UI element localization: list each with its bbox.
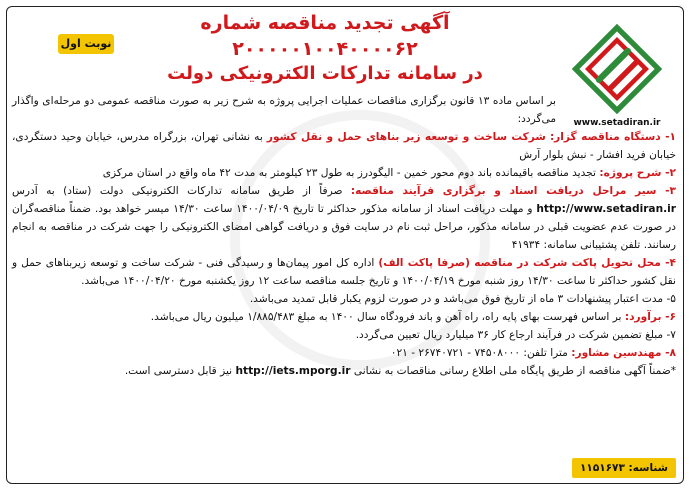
section-8: [12, 344, 676, 362]
ad-title-line2: در سامانه تدارکات الکترونیکی دولت: [167, 63, 483, 84]
section-1-text: به نشانی تهران، بزرگراه مدرس، خیابان وحید دستگردی، خیابان فرید افشار - نبش بلوار آرش: [12, 131, 676, 161]
ad-footer: [14, 458, 676, 480]
nobat-badge: نوبت اول: [58, 34, 114, 54]
section-3-text-b: و مهلت دریافت اسناد از سامانه مذکور حداکثر تا تاریخ ۱۴۰۰/۰۴/۰۹ ساعت ۱۴/۳۰ میسر خواهد بود. ضمناً مناقصه‌گران در صورت عدم عضویت قبلی در سامانه مذکور، مراحل ثبت نام در سایت فوق و دریافت گواهی امضای الکترونیکی را جهت شرکت در مناقصه به انجام رسانند. تلفن پشتیبانی سامانه: ۴۱۹۳۴: [12, 203, 676, 251]
section-5: ۵- مدت اعتبار پیشنهادات ۳ ماه از تاریخ فوق می‌باشد و در صورت لزوم یکبار قابل تمدید می‌باشد.: [249, 293, 676, 305]
section-9-text-b: نیز قابل دسترسی است.: [124, 365, 233, 377]
section-4-text: اداره کل امور پیمان‌ها و رسیدگی فنی - شرکت ساخت و توسعه زیربناهای حمل و نقل کشور حداکثر تا ساعت ۱۴/۳۰ روز شنبه مورخ ۱۴۰۰/۰۴/۱۹ و تاریخ جلسه مناقصه ساعت ۱۲ روز یکشنبه مورخ ۱۴۰۰/۰۴/۲۰ می‌باشد.: [12, 257, 676, 287]
ad-body: [12, 92, 676, 380]
iets-link[interactable]: http://iets.mporg.ir: [235, 365, 351, 377]
shenase-badge: شناسه: ۱۱۵۱۶۷۳: [572, 458, 676, 478]
section-6-label: ۶- برآورد:: [624, 311, 676, 323]
ad-header: [120, 10, 530, 86]
section-2-label: ۲- شرح پروژه:: [599, 167, 676, 179]
section-3-label: ۳- سیر مراحل دریافت اسناد و برگزاری فرآیند مناقصه:: [350, 185, 676, 197]
section-8-label: ۸- مهندسین مشاور:: [571, 347, 676, 359]
setad-link[interactable]: http://www.setadiran.ir: [536, 203, 677, 215]
section-9: [12, 362, 676, 380]
section-2-text: تجدید مناقصه باقیمانده باند دوم محور خمین - الیگودرز به طول ۲۳ کیلومتر به مدت ۴۲ ماه واقع در استان مرکزی: [102, 167, 596, 179]
section-7: ۷- مبلغ تضمین شرکت در فرآیند ارجاع کار ۳۶ میلیارد ریال تعیین می‌گردد.: [355, 329, 676, 341]
section-1: [12, 128, 676, 164]
section-4: [12, 254, 676, 290]
intro-paragraph: بر اساس ماده ۱۳ قانون برگزاری مناقصات عملیات اجرایی پروژه به شرح زیر به صورت مناقصه عمومی دو مرحله‌ای واگذار می‌گردد:: [12, 95, 556, 125]
section-4-label: ۴- محل تحویل پاکت شرکت در مناقصه (صرفا پاکت الف): [378, 257, 676, 269]
section-1-organization: شرکت ساخت و توسعه زیر بناهای حمل و نقل کشور: [266, 131, 546, 143]
section-1-label: ۱- دستگاه مناقصه گزار:: [549, 131, 677, 143]
section-6-text: بر اساس فهرست بهای پایه راه، راه آهن و باند فرودگاه سال ۱۴۰۰ به مبلغ ۱/۸۸۵/۴۸۳ میلیون ریال می‌باشد.: [150, 311, 622, 323]
ad-title-line1: آگهی تجدید مناقصه شماره ۲۰۰۰۰۰۱۰۰۴۰۰۰۰۶۲: [200, 12, 450, 60]
section-6: [12, 308, 676, 326]
section-8-text: مترا تلفن: ۷۴۵۰۸۰۰۰ - ۲۶۷۴۰۷۲۱ - ۰۲۱: [390, 347, 568, 359]
logo-url: www.setadiran.ir: [573, 118, 661, 128]
section-9-text-a: *ضمناً آگهی مناقصه از طریق پایگاه ملی اطلاع رسانی مناقصات به نشانی: [353, 365, 676, 377]
section-2: [12, 164, 676, 182]
section-3: [12, 182, 676, 254]
section-3-text-a: صرفاً از طریق سامانه تدارکات الکترونیکی دولت (ستاد) به آدرس: [12, 185, 343, 197]
